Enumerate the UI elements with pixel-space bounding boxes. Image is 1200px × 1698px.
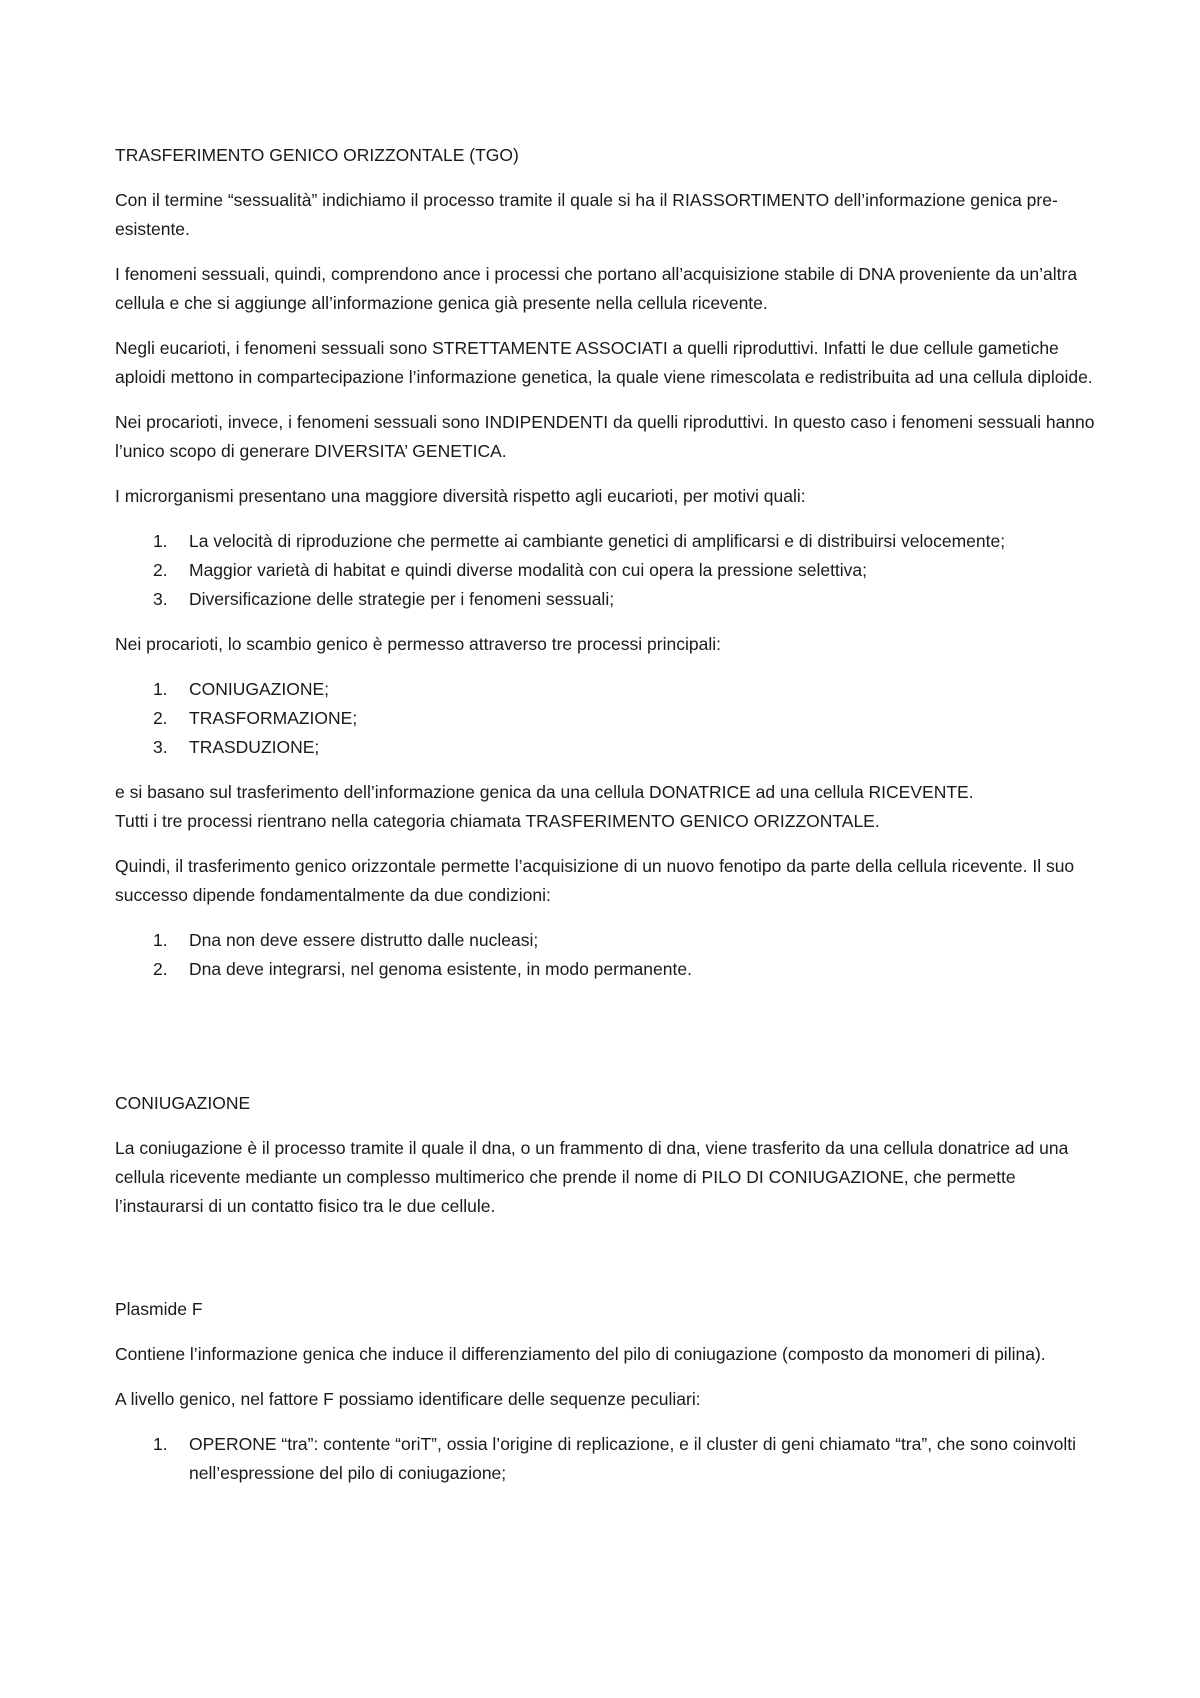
list-item-text: Maggior varietà di habitat e quindi diverse modalità con cui opera la pressione selettiva;	[189, 560, 868, 580]
list-item-text: La velocità di riproduzione che permette ai cambiante genetici di amplificarsi e di distribuirsi velocemente;	[189, 531, 1006, 551]
list-item	[115, 585, 1105, 614]
list-item-text: TRASFORMAZIONE;	[189, 708, 358, 728]
paragraph-microrganismi: I microrganismi presentano una maggiore diversità rispetto agli eucarioti, per motivi quali:	[115, 486, 806, 506]
list-motivi	[115, 527, 1105, 614]
paragraph-scambio-genico: Nei procarioti, lo scambio genico è permesso attraverso tre processi principali:	[115, 634, 721, 654]
paragraph-coniugazione: La coniugazione è il processo tramite il quale il dna, o un frammento di dna, viene trasferito da una cellula donatrice ad una cellula ricevente mediante un complesso multimerico che prende il nome di PILO DI CONIUGAZIONE, che permette l’instaurarsi di un contatto fisico tra le due cellule.	[115, 1138, 1069, 1216]
list-item-text: Diversificazione delle strategie per i fenomeni sessuali;	[189, 589, 615, 609]
paragraph-fenomeni-sessuali: I fenomeni sessuali, quindi, comprendono ance i processi che portano all’acquisizione stabile di DNA proveniente da un’altra cellula e che si aggiunge all’informazione genica già presente nella cellula ricevente.	[115, 264, 1078, 313]
list-item	[115, 955, 1105, 984]
paragraph-livello-genico: A livello genico, nel fattore F possiamo identificare delle sequenze peculiari:	[115, 1389, 701, 1409]
list-item	[115, 1430, 1105, 1488]
paragraph-sessualita: Con il termine “sessualità” indichiamo il processo tramite il quale si ha il RIASSORTIMENTO dell’informazione genica pre-esistente.	[115, 190, 1058, 239]
list-number: 1.	[153, 531, 168, 551]
list-item	[115, 926, 1105, 955]
sentence-donatrice: e si basano sul trasferimento dell’informazione genica da una cellula DONATRICE ad una cellula RICEVENTE.	[115, 782, 974, 802]
list-item	[115, 704, 1105, 733]
list-item-text: OPERONE “tra”: contente “oriT”, ossia l’origine di replicazione, e il cluster di geni chiamato “tra”, che sono coinvolti nell’espressione del pilo di coniugazione;	[189, 1434, 1077, 1483]
section-heading-tgo: TRASFERIMENTO GENICO ORIZZONTALE (TGO)	[115, 145, 519, 165]
list-number: 1.	[153, 1434, 168, 1454]
list-number: 2.	[153, 959, 168, 979]
list-number: 1.	[153, 679, 168, 699]
blank-space	[115, 1000, 1105, 1089]
paragraph-fenotipo: Quindi, il trasferimento genico orizzontale permette l’acquisizione di un nuovo fenotipo da parte della cellula ricevente. Il suo successo dipende fondamentalmente da due condizioni:	[115, 856, 1075, 905]
blank-space	[115, 1237, 1105, 1295]
list-item	[115, 733, 1105, 762]
list-number: 2.	[153, 560, 168, 580]
list-item	[115, 675, 1105, 704]
list-item-text: Dna deve integrarsi, nel genoma esistente, in modo permanente.	[189, 959, 692, 979]
document-body	[115, 141, 1105, 1504]
section-heading-plasmide-f: Plasmide F	[115, 1299, 203, 1319]
list-condizioni	[115, 926, 1105, 984]
list-item	[115, 556, 1105, 585]
list-item-text: CONIUGAZIONE;	[189, 679, 330, 699]
paragraph-procarioti: Nei procarioti, invece, i fenomeni sessuali sono INDIPENDENTI da quelli riproduttivi. In questo caso i fenomeni sessuali hanno l’unico scopo di generare DIVERSITA’ GENETICA.	[115, 412, 1095, 461]
paragraph-plasmide: Contiene l’informazione genica che induce il differenziamento del pilo di coniugazione (composto da monomeri di pilina).	[115, 1344, 1046, 1364]
sentence-categoria: Tutti i tre processi rientrano nella categoria chiamata TRASFERIMENTO GENICO ORIZZONTALE.	[115, 811, 880, 831]
list-number: 3.	[153, 737, 168, 757]
list-item	[115, 527, 1105, 556]
paragraph-eucarioti: Negli eucarioti, i fenomeni sessuali sono STRETTAMENTE ASSOCIATI a quelli riproduttivi. Infatti le due cellule gametiche aploidi mettono in compartecipazione l’informazione genetica, la quale viene rimescolata e redistribuita ad una cellula diploide.	[115, 338, 1093, 387]
list-number: 3.	[153, 589, 168, 609]
list-number: 1.	[153, 930, 168, 950]
section-heading-coniugazione: CONIUGAZIONE	[115, 1093, 251, 1113]
paragraph-donatrice-ricevente	[115, 778, 1105, 836]
list-processi	[115, 675, 1105, 762]
list-item-text: TRASDUZIONE;	[189, 737, 320, 757]
list-sequenze	[115, 1430, 1105, 1488]
list-number: 2.	[153, 708, 168, 728]
list-item-text: Dna non deve essere distrutto dalle nucleasi;	[189, 930, 539, 950]
